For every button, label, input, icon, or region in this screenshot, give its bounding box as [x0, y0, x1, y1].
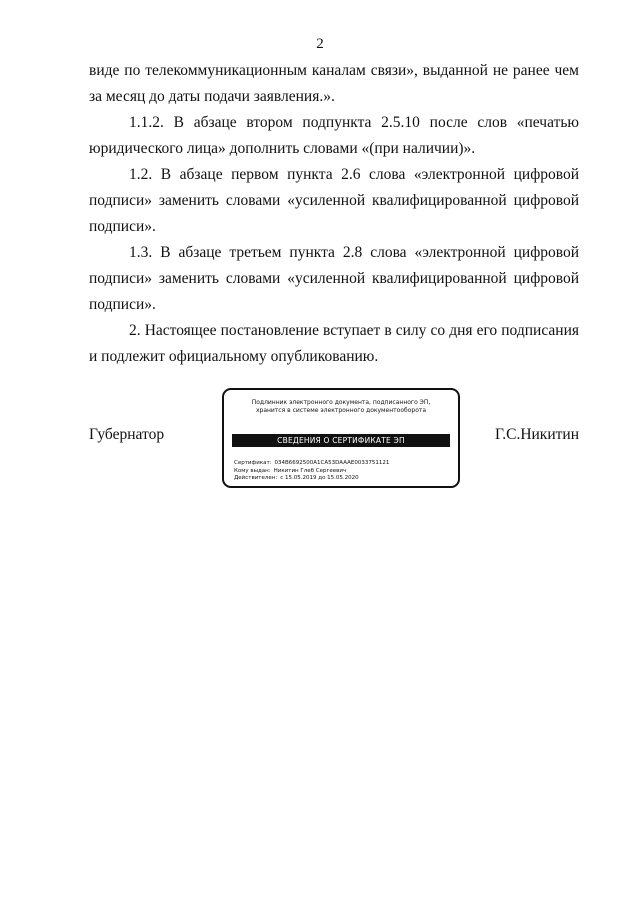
- certificate-label: Сертификат:: [234, 460, 272, 466]
- signer-position: Губернатор: [89, 426, 165, 443]
- issued-to-row: [234, 468, 450, 476]
- stamp-title-bar: СВЕДЕНИЯ О СЕРТИФИКАТЕ ЭП: [232, 434, 450, 447]
- e-signature-stamp: [222, 388, 460, 488]
- stamp-header-line-2: хранится в системе электронного документооборота: [255, 407, 427, 414]
- certificate-row: [234, 460, 450, 468]
- paragraph-1-3: 1.3. В абзаце третьем пункта 2.8 слова «электронной цифровой подписи» заменить словами «усиленной квалифицированной цифровой подписи».: [89, 244, 579, 313]
- paragraph-continuation: виде по телекоммуникационным каналам связи», выданной не ранее чем за месяц до даты подачи заявления.».: [89, 62, 579, 105]
- signer-name: Г.С.Никитин: [495, 426, 579, 443]
- validity-value: с 15.05.2019 до 15.05.2020: [280, 475, 359, 481]
- issued-to-label: Кому выдан:: [234, 467, 271, 474]
- paragraph-1-2: 1.2. В абзаце первом пункта 2.6 слова «электронной цифровой подписи» заменить словами «усиленной квалифицированной цифровой подписи».: [89, 166, 579, 235]
- paragraph-1-1-2: 1.1.2. В абзаце втором подпункта 2.5.10 после слов «печатью юридического лица» дополнить словами «(при наличии)».: [89, 114, 579, 157]
- stamp-header-line-1: Подлинник электронного документа, подписанного ЭП,: [251, 399, 431, 406]
- validity-label: Действителен:: [234, 475, 278, 481]
- document-body: [89, 58, 579, 370]
- paragraph-2: 2. Настоящее постановление вступает в силу со дня его подписания и подлежит официальному опубликованию.: [89, 322, 579, 365]
- stamp-header: [224, 399, 458, 415]
- stamp-details: [234, 460, 450, 483]
- page-number: 2: [316, 36, 324, 52]
- validity-row: [234, 475, 450, 483]
- issued-to-value: Никитин Глеб Сергеевич: [273, 467, 347, 474]
- certificate-value: 034B6692500A1CA53DAAAE0033751121: [274, 460, 390, 466]
- signature-block: [89, 388, 579, 494]
